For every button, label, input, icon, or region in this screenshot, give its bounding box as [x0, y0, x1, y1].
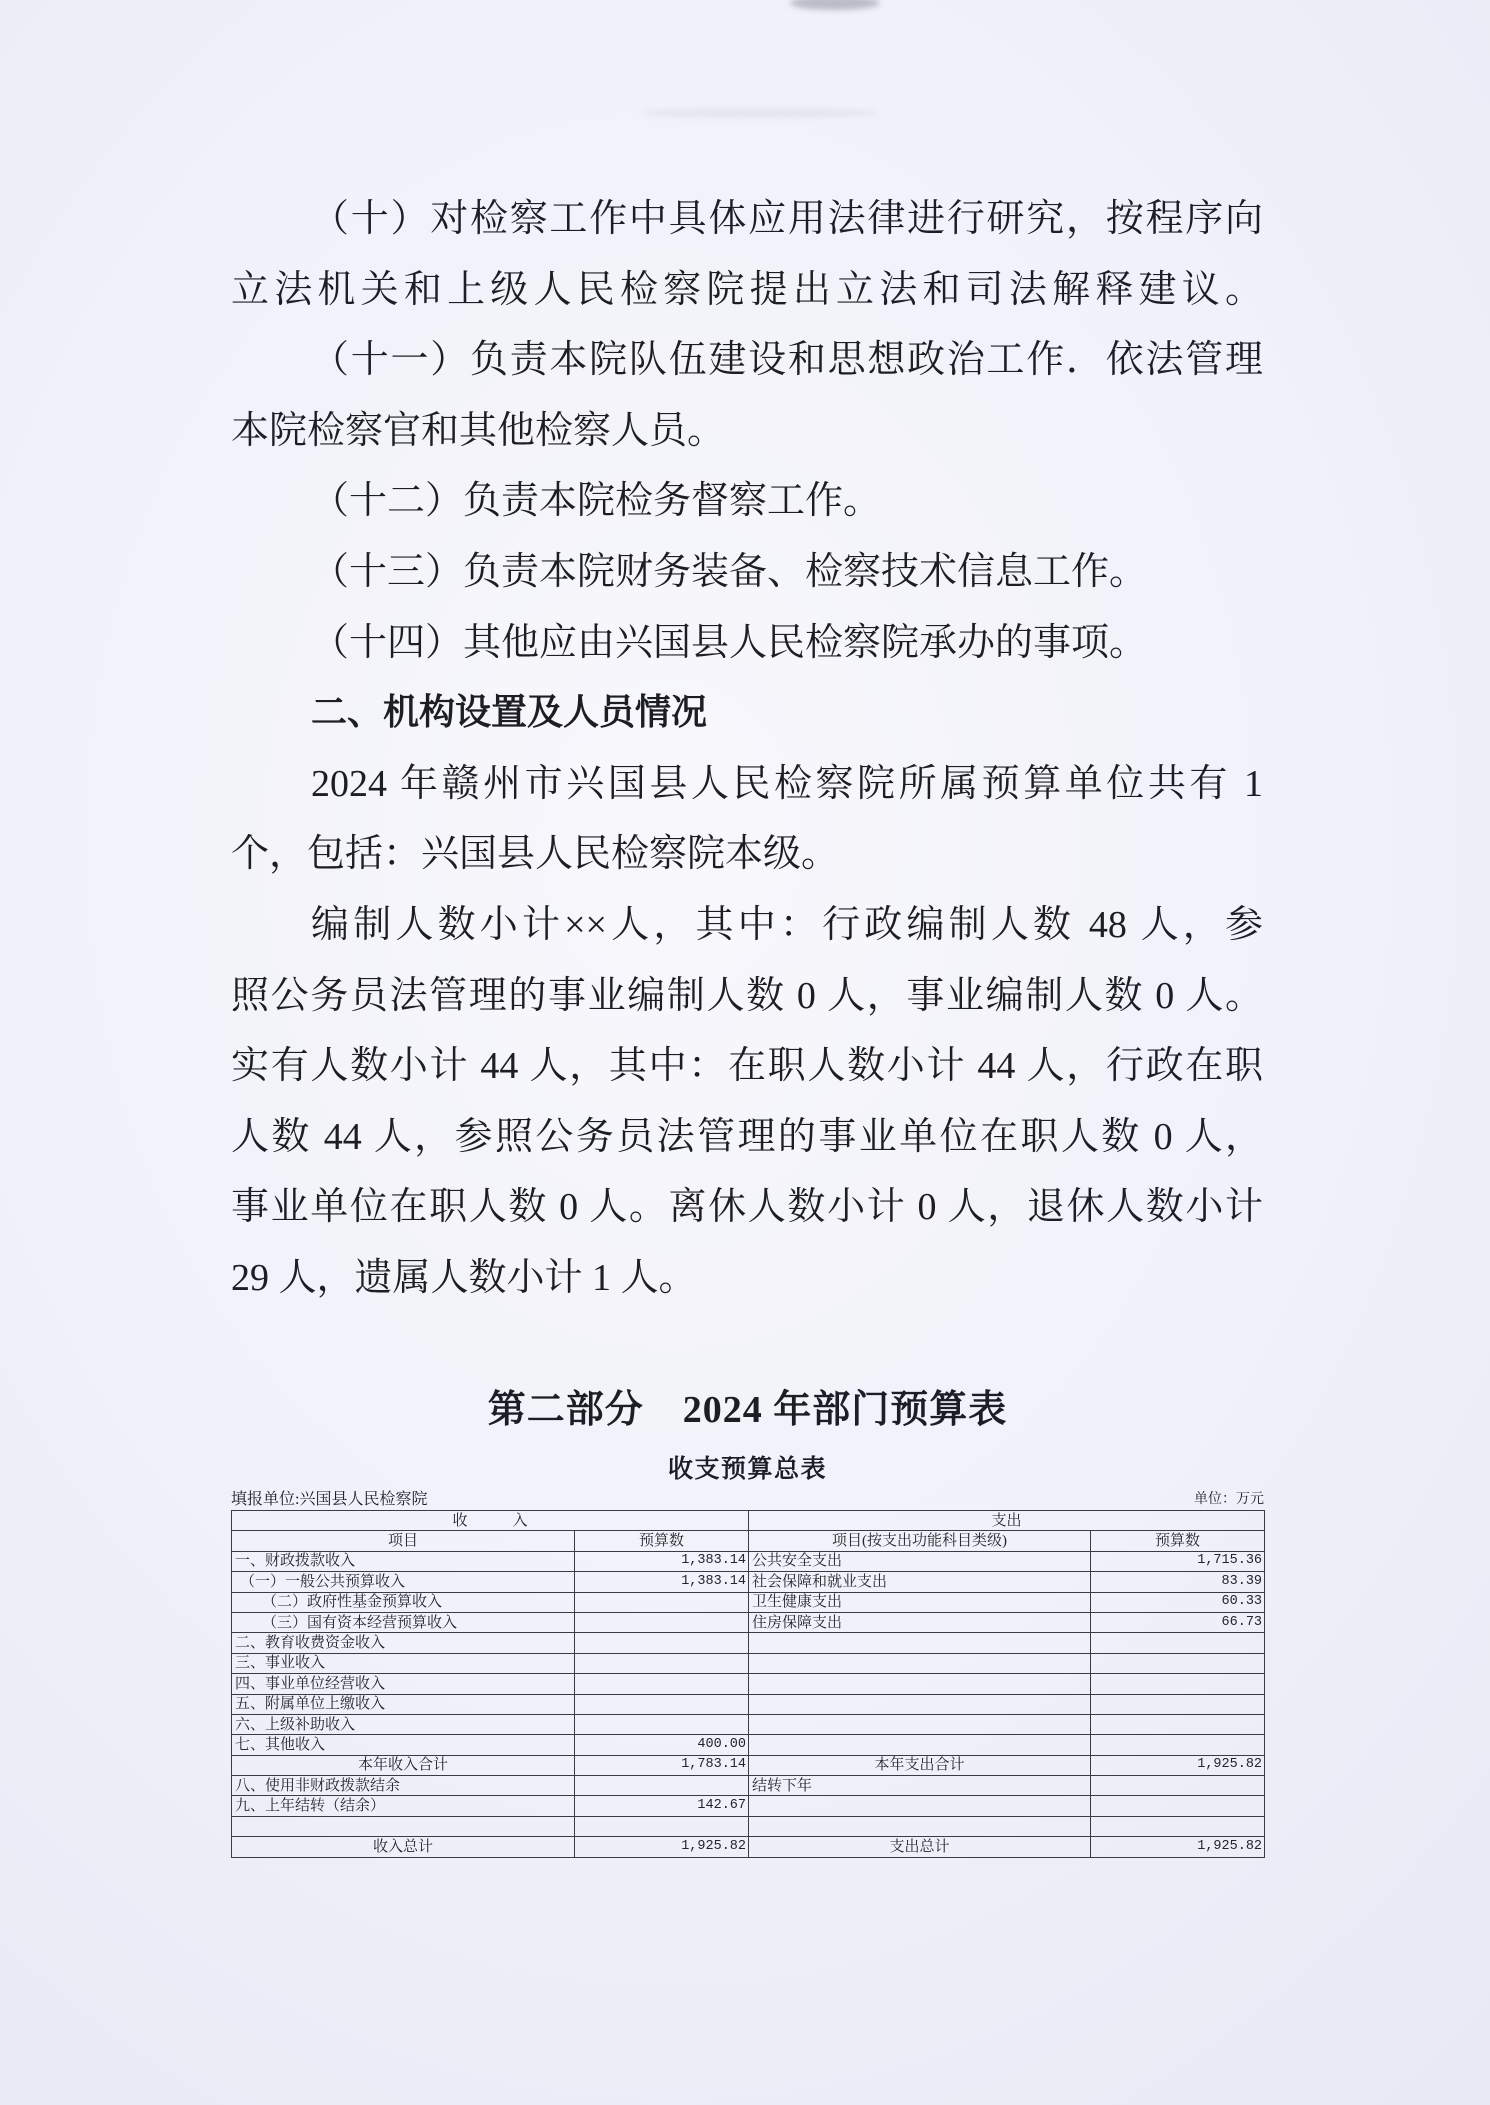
- expense-item-cell: [749, 1653, 1091, 1673]
- table-meta-row: [231, 1490, 1264, 1509]
- expense-subtotal-amount: 1,925.82: [1091, 1755, 1265, 1775]
- part-title: 第二部分 2024 年部门预算表: [487, 1389, 1008, 1431]
- paragraph: [231, 749, 1263, 890]
- currency-unit: 单位：万元: [1194, 1492, 1264, 1507]
- income-amount-cell: [575, 1776, 749, 1796]
- table-row: [232, 1714, 1265, 1734]
- expense-group-header: 支出: [749, 1511, 1265, 1531]
- paragraph-line: （十二）负责本院检务督察工作。: [311, 480, 882, 523]
- expense-amount-cell: 66.73: [1091, 1612, 1265, 1632]
- expense-total-amount: 1,925.82: [1091, 1837, 1265, 1857]
- income-amount-cell: 142.67: [575, 1796, 749, 1816]
- table-group-header-row: [232, 1511, 1265, 1531]
- table-row: [232, 1694, 1265, 1714]
- expense-total-label: 支出总计: [749, 1837, 1091, 1857]
- expense-item-cell: [749, 1694, 1091, 1714]
- table-row: [232, 1796, 1265, 1816]
- table-title: 收支预算总表: [667, 1456, 827, 1483]
- table-total-row: [232, 1837, 1265, 1857]
- income-subtotal-amount: 1,783.14: [575, 1755, 749, 1775]
- expense-subtotal-label: 本年支出合计: [749, 1755, 1091, 1775]
- expense-item-cell: 社会保障和就业支出: [749, 1572, 1091, 1592]
- income-item-cell: （一）一般公共预算收入: [232, 1572, 575, 1592]
- income-item-cell: （三）国有资本经营预算收入: [232, 1612, 575, 1632]
- expense-amount-cell: [1091, 1735, 1265, 1755]
- expense-amount-cell: [1091, 1633, 1265, 1653]
- paragraph-line: 事业单位在职人数 0 人。离休人数小计 0 人，退休人数小计: [231, 1186, 1263, 1229]
- table-row: [232, 1776, 1265, 1796]
- paragraph-line: 照公务员法管理的事业编制人数 0 人，事业编制人数 0 人。: [231, 974, 1263, 1017]
- paragraph-line: 本院检察官和其他检察人员。: [231, 409, 726, 452]
- table-row: [232, 1612, 1265, 1632]
- table-row: [232, 1633, 1265, 1653]
- paragraph: [231, 890, 1263, 1314]
- income-amount-cell: 1,383.14: [575, 1551, 749, 1571]
- expense-item-cell: [749, 1735, 1091, 1755]
- expense-amount-cell: 1,715.36: [1091, 1551, 1265, 1571]
- paragraph-line: 2024 年赣州市兴国县人民检察院所属预算单位共有 1: [311, 762, 1263, 805]
- expense-item-cell: 公共安全支出: [749, 1551, 1091, 1571]
- table-row: [232, 1572, 1265, 1592]
- budget-summary-table: [231, 1510, 1265, 1858]
- expense-amount-cell: [1091, 1714, 1265, 1734]
- paragraph-line: 实有人数小计 44 人，其中：在职人数小计 44 人，行政在职: [231, 1045, 1263, 1088]
- reporting-unit: 填报单位:兴国县人民检察院: [231, 1491, 428, 1508]
- income-item-cell: 六、上级补助收入: [232, 1714, 575, 1734]
- income-amount-cell: [575, 1714, 749, 1734]
- income-amount-cell: 400.00: [575, 1735, 749, 1755]
- income-amount-cell: [575, 1653, 749, 1673]
- paragraph-line: （十）对检察工作中具体应用法律进行研究，按程序向: [311, 198, 1263, 240]
- paragraph: [231, 466, 1263, 537]
- table-row: [232, 1735, 1265, 1755]
- column-header-expense-item: 项目(按支出功能科目类级): [749, 1531, 1091, 1551]
- income-group-header: 收 入: [232, 1511, 749, 1531]
- table-column-header-row: [232, 1531, 1265, 1551]
- expense-item-cell: [749, 1674, 1091, 1694]
- expense-item-cell: 结转下年: [749, 1776, 1091, 1796]
- income-amount-cell: [575, 1612, 749, 1632]
- table-row: [232, 1674, 1265, 1694]
- income-amount-cell: 1,383.14: [575, 1572, 749, 1592]
- expense-amount-cell: [1091, 1694, 1265, 1714]
- income-item-cell: 八、使用非财政拨款结余: [232, 1776, 575, 1796]
- expense-item-cell: [749, 1816, 1091, 1836]
- section-heading: 二、机构设置及人员情况: [311, 692, 708, 734]
- income-item-cell: 四、事业单位经营收入: [232, 1674, 575, 1694]
- scan-artifact: [640, 108, 880, 118]
- paragraph: [231, 184, 1263, 325]
- expense-amount-cell: [1091, 1796, 1265, 1816]
- paragraph-line: （十三）负责本院财务装备、检察技术信息工作。: [311, 550, 1148, 593]
- paragraph-line: 编制人数小计××人，其中：行政编制人数 48 人，参: [311, 903, 1263, 946]
- income-amount-cell: [575, 1674, 749, 1694]
- income-item-cell: 二、教育收费资金收入: [232, 1633, 575, 1653]
- column-header-income-amount: 预算数: [575, 1531, 749, 1551]
- expense-amount-cell: [1091, 1653, 1265, 1673]
- expense-item-cell: 住房保障支出: [749, 1612, 1091, 1632]
- income-amount-cell: [575, 1816, 749, 1836]
- expense-amount-cell: [1091, 1776, 1265, 1796]
- expense-item-cell: [749, 1796, 1091, 1816]
- scan-artifact: [790, 0, 880, 10]
- income-item-cell: 五、附属单位上缴收入: [232, 1694, 575, 1714]
- income-amount-cell: [575, 1592, 749, 1612]
- paragraph-line: 人数 44 人，参照公务员法管理的事业单位在职人数 0 人，: [231, 1115, 1263, 1158]
- column-header-expense-amount: 预算数: [1091, 1531, 1265, 1551]
- paragraph: [231, 325, 1263, 466]
- income-item-cell: 一、财政拨款收入: [232, 1551, 575, 1571]
- table-row-empty: [232, 1816, 1265, 1836]
- income-amount-cell: [575, 1633, 749, 1653]
- income-item-cell: 七、其他收入: [232, 1735, 575, 1755]
- expense-item-cell: [749, 1633, 1091, 1653]
- table-row: [232, 1551, 1265, 1571]
- expense-amount-cell: [1091, 1674, 1265, 1694]
- income-item-cell: 九、上年结转（结余）: [232, 1796, 575, 1816]
- income-amount-cell: [575, 1694, 749, 1714]
- column-header-income-item: 项目: [232, 1531, 575, 1551]
- income-subtotal-label: 本年收入合计: [232, 1755, 575, 1775]
- expense-amount-cell: [1091, 1816, 1265, 1836]
- expense-item-cell: [749, 1714, 1091, 1734]
- income-total-amount: 1,925.82: [575, 1837, 749, 1857]
- paragraph-line: （十一）负责本院队伍建设和思想政治工作．依法管理: [311, 339, 1263, 382]
- paragraph-line: 个，包括：兴国县人民检察院本级。: [231, 833, 840, 876]
- income-item-cell: [232, 1816, 575, 1836]
- paragraph: [231, 537, 1263, 608]
- table-subtotal-row: [232, 1755, 1265, 1775]
- table-row: [232, 1592, 1265, 1612]
- body-text: [231, 184, 1263, 1314]
- paragraph: [231, 608, 1263, 679]
- income-item-cell: （二）政府性基金预算收入: [232, 1592, 575, 1612]
- income-total-label: 收入总计: [232, 1837, 575, 1857]
- income-item-cell: 三、事业收入: [232, 1653, 575, 1673]
- expense-item-cell: 卫生健康支出: [749, 1592, 1091, 1612]
- paragraph-line: （十四）其他应由兴国县人民检察院承办的事项。: [311, 621, 1148, 664]
- expense-amount-cell: 60.33: [1091, 1592, 1265, 1612]
- table-row: [232, 1653, 1265, 1673]
- expense-amount-cell: 83.39: [1091, 1572, 1265, 1592]
- paragraph-line: 立法机关和上级人民检察院提出立法和司法解释建议。: [231, 268, 1263, 311]
- paragraph-line: 29 人，遗属人数小计 1 人。: [231, 1256, 697, 1299]
